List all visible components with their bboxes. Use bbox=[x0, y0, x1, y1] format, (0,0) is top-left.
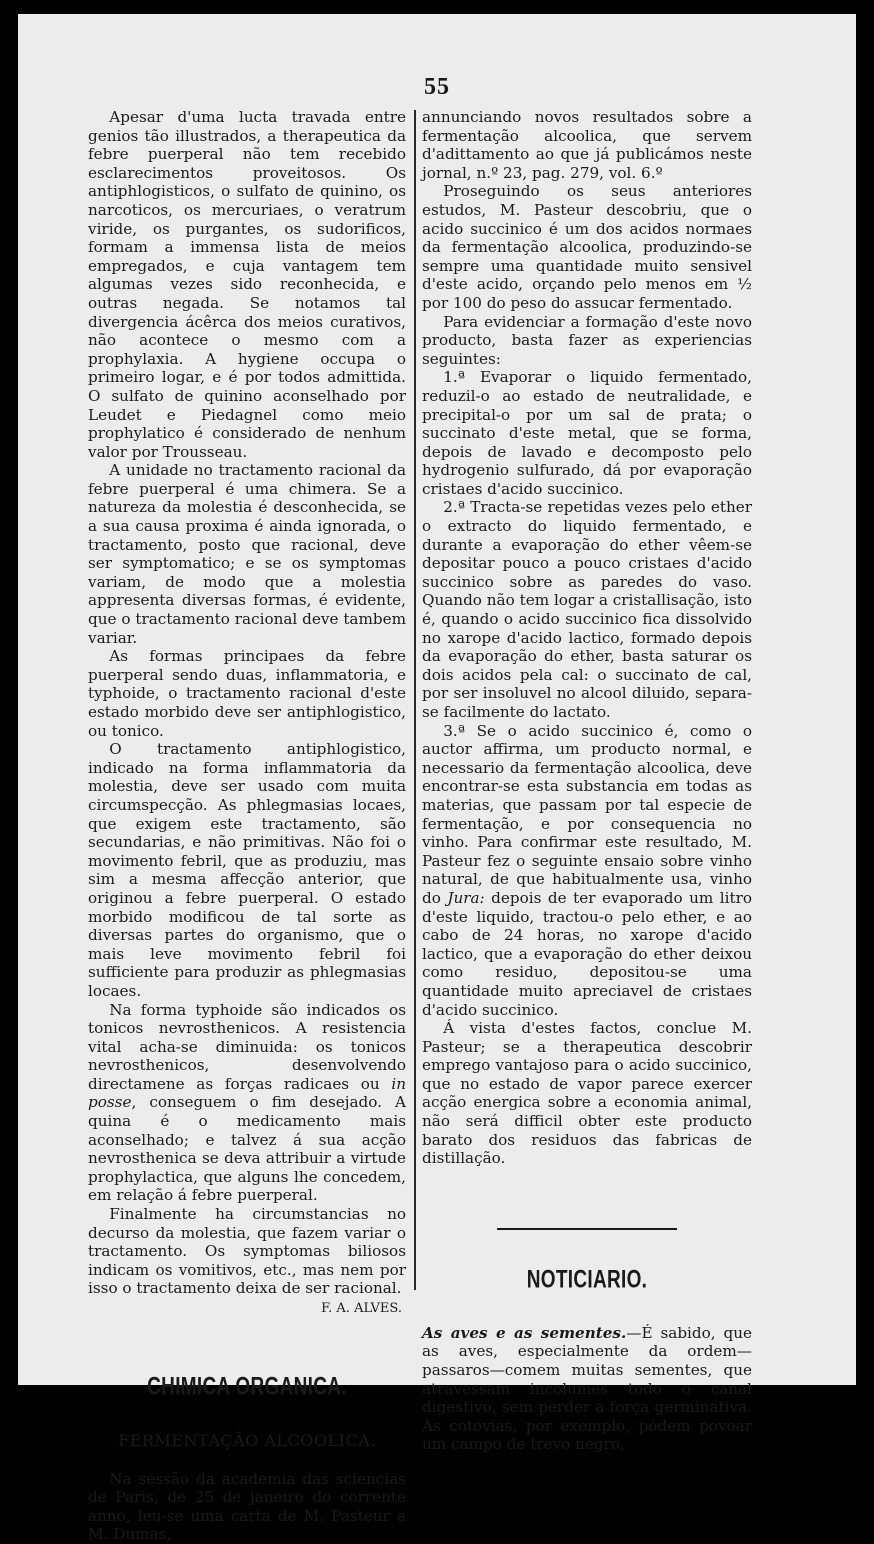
paragraph-text: Na forma typhoide são indicados os tonicos nevrosthenicos. A resistencia vital acha-se diminuida: os tonicos nevrosthenicos, desenvolvendo directamene as forças radicaes ou bbox=[88, 1000, 406, 1093]
paragraph: Apesar d'uma lucta travada entre genios tão illustrados, a therapeutica da febre puerperal não tem recebido esclarecimentos proveitosos. Os antiphlogisticos, o sulfato de quinino, os narcoticos, os mercuriaes, o veratrum viride, os purgantes, os sudorificos, formam a immensa lista de meios empregados, e cuja vantagem tem algumas vezes sido reconhecida, e outras negada. Se notamos tal divergencia ácêrca dos meios curativos, não acontece o mesmo com a prophylaxia. A hygiene occupa o primeiro logar, e é por todos admittida. O sulfato de quinino aconselhado por Leudet e Piedagnel como meio prophylatico é considerado de nenhum valor por Trousseau. bbox=[88, 108, 406, 461]
section-title: NOTICIARIO. bbox=[526, 1266, 648, 1294]
paragraph: Á vista d'estes factos, conclue M. Pasteur; se a therapeutica descobrir emprego vantajoso para o acido succinico, que no estado de vapor parece exercer acção energica sobre a economia animal, não será difficil obter este producto barato dos residuos das fabricas de distillação. bbox=[422, 1019, 752, 1168]
author-name: F. A. ALVES. bbox=[321, 1301, 402, 1316]
italic-term: in posse bbox=[88, 1074, 406, 1112]
paragraph: 1.ª Evaporar o liquido fermentado, reduzil-o ao estado de neutralidade, e precipital-o por um sal de prata; o succinato d'este metal, que se forma, depois de lavado e decomposto pelo hydrogenio sulfurado, dá por evaporação cristaes d'acido succinico. bbox=[422, 368, 752, 498]
paragraph: A unidade no tractamento racional da febre puerperal é uma chimera. Se a natureza da molestia é desconhecida, se a sua causa proxima é ainda ignorada, o tractamento, posto que racional, deve ser symptomatico; e se os symptomas variam, de modo que a molestia appresenta diversas formas, é evidente, que o tractamento racional deve tambem variar. bbox=[88, 461, 406, 647]
paragraph: Para evidenciar a formação d'este novo producto, basta fazer as experiencias seguintes: bbox=[422, 312, 752, 368]
section-title: CHIMICA ORGANICA. bbox=[147, 1373, 347, 1401]
paragraph: annunciando novos resultados sobre a fermentação alcoolica, que servem d'adittamento ao que já publicámos neste jornal, n.º 23, pag. 279, vol. 6.º bbox=[422, 108, 752, 182]
paragraph: As formas principaes da febre puerperal sendo duas, inflammatoria, e typhoide, o tractamento racional d'este estado morbido deve ser antiphlogistico, ou tonico. bbox=[88, 647, 406, 740]
paragraph-text: depois de ter evaporado um litro d'este liquido, tractou-o pelo ether, e ao cabo de 24 horas, no xarope d'acido lactico, que a evaporação do ether deixou como residuo, depositou-se uma quantidade muito apreciavel de cristaes d'acido succinico. bbox=[422, 888, 753, 1019]
article-subtitle: FERMENTAÇÃO ALCOOLICA. bbox=[118, 1430, 376, 1450]
paragraph-text: 3.ª Se o acido succinico é, como o auctor affirma, um producto normal, e necessario da fermentação alcoolica, deve encontrar-se esta substancia em todas as materias, que passam por tal especie de fermentação, e por consequencia no vinho. Para confirmar este resultado, M. Pasteur fez o seguinte ensaio sobre vinho natural, de que habitualmente usa, vinho do bbox=[422, 721, 752, 907]
paragraph: Proseguindo os seus anteriores estudos, M. Pasteur descobriu, que o acido succinico é um dos acidos normaes da fermentação alcoolica, produzindo-se sempre uma quantidade muito sensivel d'este acido, orçando pelo menos em ½ por 100 do peso do assucar fermentado. bbox=[422, 182, 752, 312]
news-text: —É sabido, que as aves, especialmente da ordem—passaros—comem muitas sementes, que atravessam incolumes todo o canal digestivo, sem perder a força germinativa. As cotovias, por exemplo, pódem povoar um campo de trevo negro, bbox=[422, 1323, 753, 1454]
paragraph: Na sessão da academia das sciencias de Paris, de 25 de janeiro do corrente anno, leu-se uma carta de M. Pasteur a M. Dumas, bbox=[88, 1469, 406, 1544]
paragraph: 2.ª Tracta-se repetidas vezes pelo ether o extracto do liquido fermentado, e durante a evaporação do ether vêem-se depositar pouco a pouco cristaes d'acido succinico sobre as paredes do vaso. Quando não tem logar a cristallisação, isto é, quando o acido succinico fica dissolvido no xarope d'acido lactico, formado depois da evaporação do ether, basta saturar os dois acidos pela cal: o succinato de cal, por ser insoluvel no alcool diluido, separa-se facilmente do lactato. bbox=[422, 498, 752, 721]
page-number: 55 bbox=[424, 74, 450, 100]
column-divider bbox=[414, 110, 416, 1290]
signature bbox=[88, 1298, 406, 1319]
paragraph bbox=[88, 1001, 406, 1206]
paragraph: O tractamento antiphlogistico, indicado na forma inflammatoria da molestia, deve ser usado com muita circumspecção. As phlegmasias locaes, que exigem este tractamento, são secundarias, e não primitivas. Não foi o movimento febril, que as produziu, mas sim a mesma affecção anterior, que originou a febre puerperal. O estado morbido modificou de tal sorte as diversas partes do organismo, que o mais leve movimento febril foi sufficiente para produzir as phlegmasias locaes. bbox=[88, 740, 406, 1000]
paragraph bbox=[422, 722, 752, 1020]
newspaper-page bbox=[18, 14, 856, 1544]
right-column bbox=[422, 108, 752, 1454]
italic-term: Jura: bbox=[447, 888, 485, 907]
section-rule bbox=[497, 1228, 677, 1230]
news-headline: As aves e as sementes. bbox=[422, 1323, 627, 1342]
paragraph: Finalmente ha circumstancias no decurso da molestia, que fazem variar o tractamento. Os symptomas biliosos indicam os vomitivos, etc., mas nem por isso o tractamento deixa de ser racional. bbox=[88, 1205, 406, 1298]
paragraph-text: , conseguem o fim desejado. A quina é o medicamento mais aconselhado; e talvez á sua acção nevrosthenica se deva attribuir a virtude prophylactica, que alguns lhe concedem, em relação á febre puerperal. bbox=[88, 1093, 406, 1205]
news-item bbox=[422, 1324, 752, 1454]
left-column bbox=[88, 108, 406, 1544]
